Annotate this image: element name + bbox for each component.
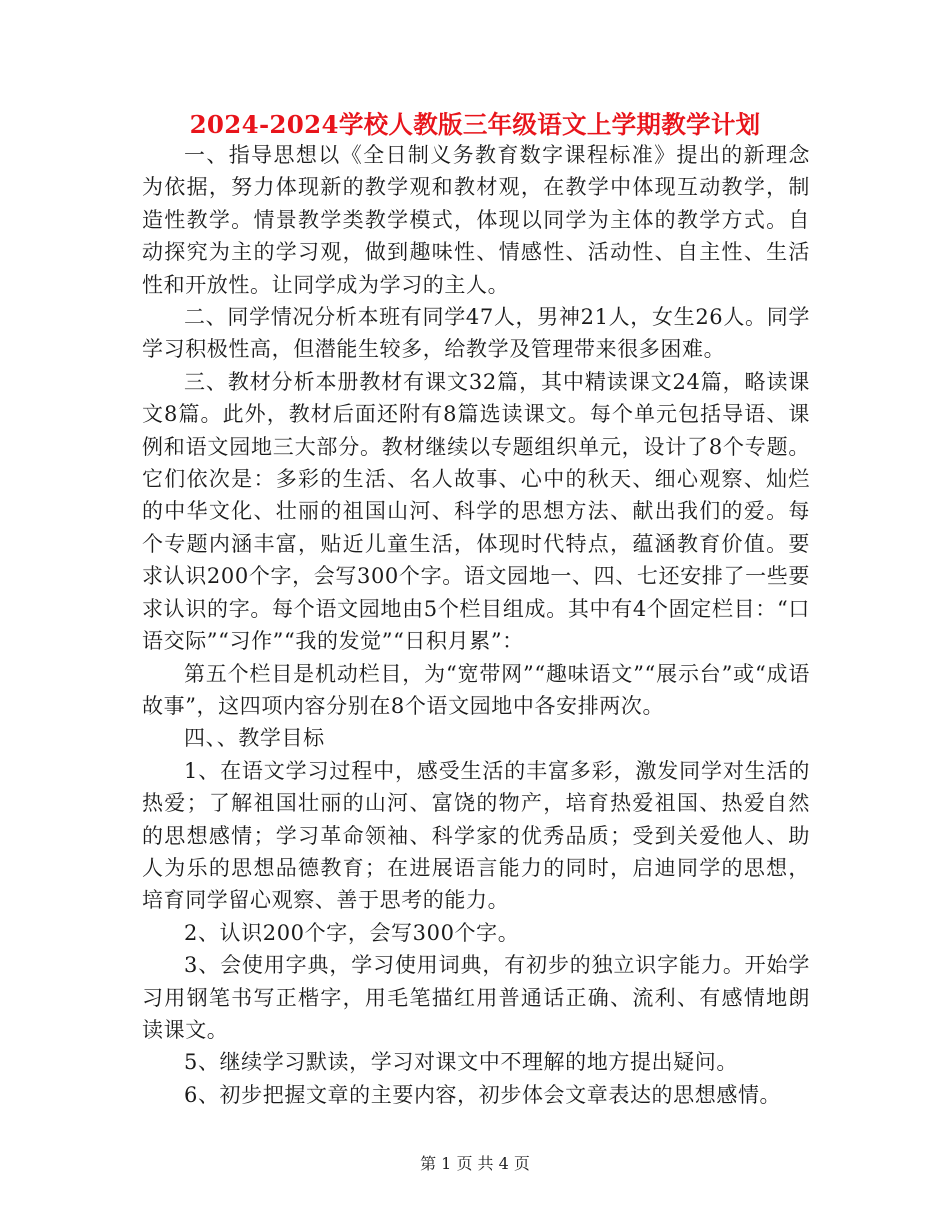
goal-item-2: 2、认识200个字，会写300个字。 xyxy=(184,920,520,945)
paragraph-student-analysis: 二、同学情况分析本班有同学47人，男神21人，女生26人。同学学习积极性高，但潜能生较多，给教学及管理带来很多困难。 xyxy=(142,305,810,362)
paragraph-guiding-ideology: 一、指导思想以《全日制义务教育数字课程标准》提出的新理念为依据，努力体现新的教学观和教材观，在教学中体现互动教学，制造性教学。情景教学类教学模式，体现以同学为主体的教学方式。自动探究为主的学习观，做到趣味性、情感性、活动性、自主性、生活性和开放性。让同学成为学习的主人。 xyxy=(142,143,810,297)
goal-item-3: 3、会使用字典，学习使用词典，有初步的独立识字能力。开始学习用钢笔书写正楷字，用毛笔描红用普通话正确、流利、有感情地朗读课文。 xyxy=(142,953,810,1042)
goal-item-5: 5、继续学习默读，学习对课文中不理解的地方提出疑问。 xyxy=(184,1050,738,1075)
document-body xyxy=(142,139,810,1111)
paragraph-textbook-analysis: 三、教材分析本册教材有课文32篇，其中精读课文24篇，略读课文8篇。此外，教材后面还附有8篇选读课文。每个单元包括导语、课例和语文园地三大部分。教材继续以专题组织单元，设计了8个专题。它们依次是：多彩的生活、名人故事、心中的秋天、细心观察、灿烂的中华文化、壮丽的祖国山河、科学的思想方法、献出我们的爱。每个专题内涵丰富，贴近儿童生活，体现时代特点，蕴涵教育价值。要求认识200个字，会写300个字。语文园地一、四、七还安排了一些要求认识的字。每个语文园地由5个栏目组成。其中有4个固定栏目：“口语交际”“习作”“我的发觉”“日积月累”： xyxy=(142,369,810,654)
document-title: 2024-2024学校人教版三年级语文上学期教学计划 xyxy=(189,110,761,139)
section-heading-teaching-goals: 四、、教学目标 xyxy=(184,726,325,751)
paragraph-fifth-column: 第五个栏目是机动栏目，为“宽带网”“趣味语文”“展示台”或“成语故事”，这四项内容分别在8个语文园地中各安排两次。 xyxy=(142,661,810,718)
goal-item-1: 1、在语文学习过程中，感受生活的丰富多彩，激发同学对生活的热爱；了解祖国壮丽的山河、富饶的物产，培育热爱祖国、热爱自然的思想感情；学习革命领袖、科学家的优秀品质；受到关爱他人、助人为乐的思想品德教育；在进展语言能力的同时，启迪同学的思想，培育同学留心观察、善于思考的能力。 xyxy=(142,758,810,913)
page-footer: 第 1 页 共 4 页 xyxy=(420,1154,530,1173)
goal-item-6: 6、初步把握文章的主要内容，初步体会文章表达的思想感情。 xyxy=(184,1082,782,1107)
